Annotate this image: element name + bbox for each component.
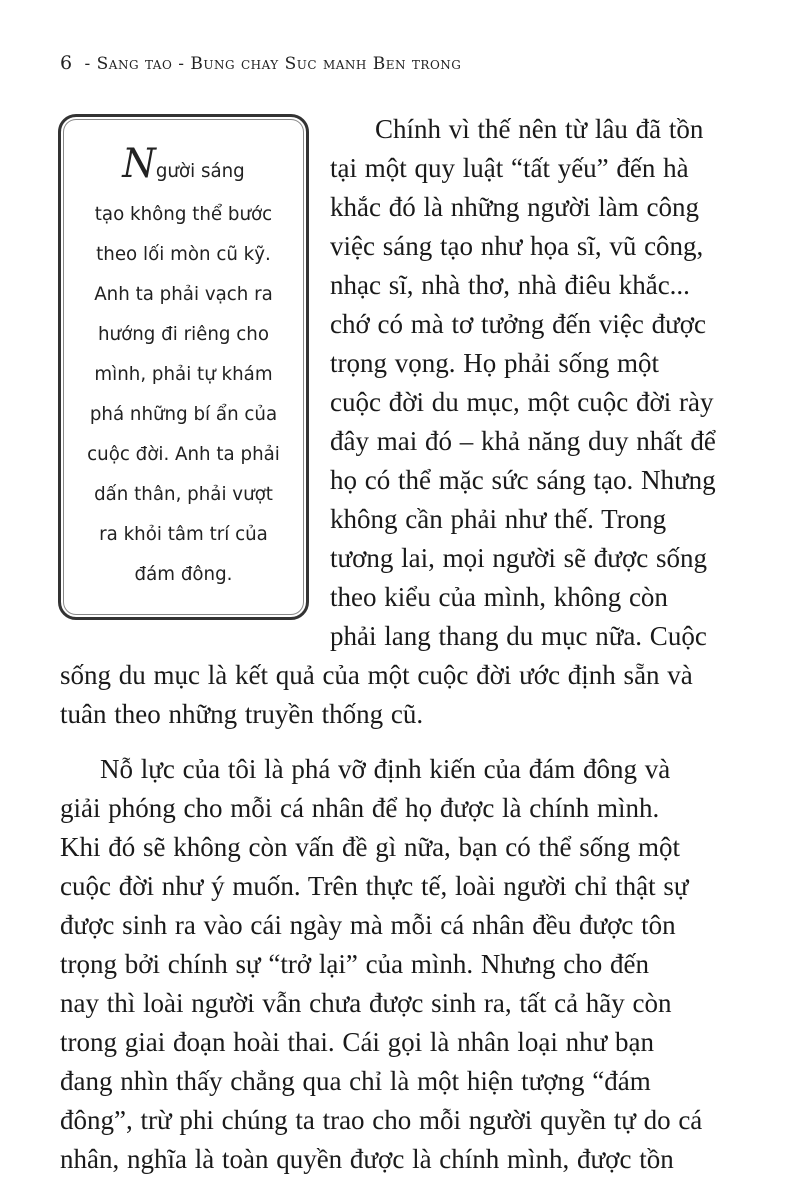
running-header (60, 52, 461, 74)
body-text-line: trọng bởi chính sự “trở lại” của mình. Nhưng cho đến (60, 949, 649, 979)
body-text-line: chớ có mà tơ tưởng đến việc được (330, 309, 707, 339)
body-text-line: Chính vì thế nên từ lâu đã tồn (375, 114, 704, 144)
body-text-line: nay thì loài người vẫn chưa được sinh ra, tất cả hãy còn (60, 988, 672, 1018)
body-text-line: khắc đó là những người làm công (330, 192, 699, 222)
page-number: 6 (60, 52, 73, 74)
body-text-line: tương lai, mọi người sẽ được sống (330, 543, 707, 573)
quote-dropcap: N (122, 141, 156, 187)
quote-line-text: gười sáng (155, 160, 245, 182)
header-title: - Sang tao - Bung chay Suc manh Ben trong (84, 54, 462, 74)
quote-line: dấn thân, phải vượt (94, 483, 273, 505)
body-text-line: việc sáng tạo như họa sĩ, vũ công, (330, 231, 704, 261)
quote-line: mình, phải tự khám (94, 363, 273, 385)
body-text-line: được sinh ra vào cái ngày mà mỗi cá nhân đều được tôn (60, 910, 676, 940)
body-text-line: sống du mục là kết quả của một cuộc đời ước định sẵn và (60, 660, 693, 690)
body-text-line: trọng vọng. Họ phải sống một (330, 348, 659, 378)
body-text-line: đây mai đó – khả năng duy nhất để (330, 426, 716, 456)
quote-line: Anh ta phải vạch ra (94, 283, 273, 305)
quote-line: đám đông. (134, 563, 233, 585)
quote-line (66, 141, 301, 187)
quote-line: ra khỏi tâm trí của (99, 523, 268, 545)
body-text-line: trong giai đoạn hoài thai. Cái gọi là nhân loại như bạn (60, 1027, 655, 1057)
body-text-line: tuân theo những truyền thống cũ. (60, 699, 424, 729)
body-text-line: nhân, nghĩa là toàn quyền được là chính mình, được tồn (60, 1144, 674, 1174)
body-text-line: Khi đó sẽ không còn vấn đề gì nữa, bạn có thể sống một (60, 832, 681, 862)
body-text-line: Nỗ lực của tôi là phá vỡ định kiến của đám đông và (100, 754, 671, 784)
quote-line: theo lối mòn cũ kỹ. (96, 243, 271, 265)
body-text-line: đang nhìn thấy chẳng qua chỉ là một hiện tượng “đám (60, 1066, 651, 1096)
body-text-line: tại một quy luật “tất yếu” đến hà (330, 153, 689, 183)
quote-box (58, 114, 309, 620)
body-text-line: cuộc đời như ý muốn. Trên thực tế, loài người chỉ thật sự (60, 871, 689, 901)
body-text-line: đông”, trừ phi chúng ta trao cho mỗi người quyền tự do cá (60, 1105, 703, 1135)
quote-line: hướng đi riêng cho (97, 323, 269, 345)
body-text-line: phải lang thang du mục nữa. Cuộc (330, 621, 707, 651)
body-text-line: nhạc sĩ, nhà thơ, nhà điêu khắc... (330, 270, 690, 300)
body-text-line: họ có thể mặc sức sáng tạo. Nhưng (330, 465, 716, 495)
body-text-line: giải phóng cho mỗi cá nhân để họ được là chính mình. (60, 793, 660, 823)
body-text-line: cuộc đời du mục, một cuộc đời rày (330, 387, 714, 417)
quote-line: cuộc đời. Anh ta phải (87, 443, 280, 465)
quote-line: phá những bí ẩn của (89, 403, 278, 425)
body-text-line: theo kiểu của mình, không còn (330, 582, 668, 612)
quote-line: tạo không thể bước (94, 203, 273, 225)
body-text-line: không cần phải như thế. Trong (330, 504, 667, 534)
